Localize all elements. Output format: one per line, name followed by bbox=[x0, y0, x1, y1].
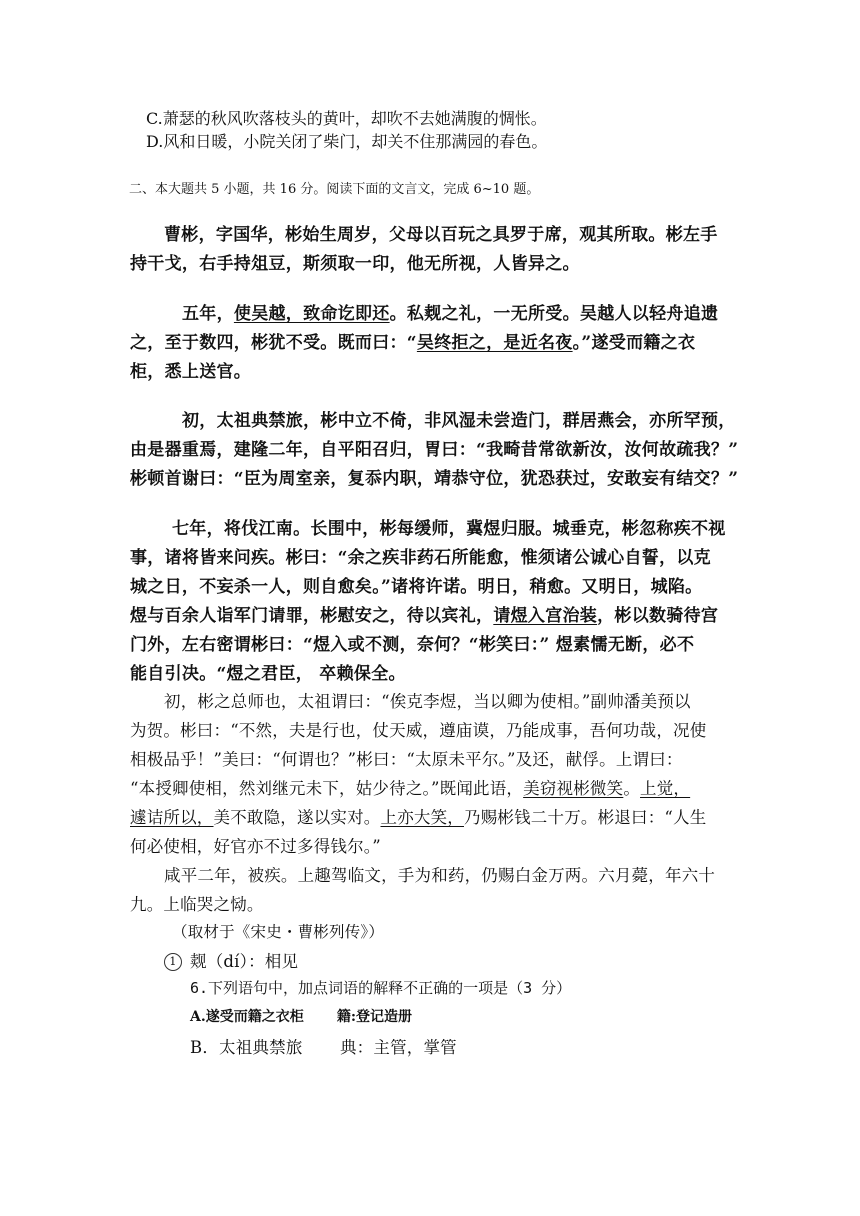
p1-line-2: 持干戈，右手持俎豆，斯须取一印，他无所视，人皆异之。 bbox=[130, 254, 580, 274]
p4-line-6: 能自引决。“煜之君臣， 卒赖保全。 bbox=[130, 664, 406, 684]
underlined-phrase: 遽诘所以， bbox=[130, 808, 214, 827]
option-a-sentence: A.遂受而籍之衣柜 bbox=[190, 1009, 304, 1025]
question-stem: 6.下列语句中，加点词语的解释不正确的一项是（3 分） bbox=[190, 979, 572, 997]
source-citation: （取材于《宋史・曹彬列传》） bbox=[172, 923, 385, 941]
p2-text: 。私觌之礼，一无所受。吴越人以轻舟追遗 bbox=[389, 304, 719, 324]
p2-text: 。”遂受而籍之衣 bbox=[572, 333, 696, 353]
footnote bbox=[164, 948, 298, 972]
p5-line-2: 为贺。彬曰：“不然，夫是行也，仗天威，遵庙谟，乃能成事，吾何功哉，况使 bbox=[130, 721, 707, 740]
section-heading: 二、本大题共 5 小题，共 16 分。阅读下面的文言文，完成 6~10 题。 bbox=[129, 182, 540, 197]
underlined-phrase: 上觉， bbox=[640, 779, 691, 798]
p4-line-2: 事，诸将皆来问疾。彬曰：“余之疾非药石所能愈，惟须诸公诚心自誓，以克 bbox=[130, 548, 711, 568]
p5-text: “本授卿使相，然刘继元未下，姑少待之。”既闻此语， bbox=[130, 779, 524, 798]
p5-text: 乃赐彬钱二十万。彬退曰：“人生 bbox=[464, 808, 707, 827]
option-b bbox=[190, 1034, 457, 1058]
p1-line-1: 曹彬，字国华，彬始生周岁，父母以百玩之具罗于席，观其所取。彬左手 bbox=[164, 225, 718, 245]
option-b-gloss: 典：主管，掌管 bbox=[339, 1038, 457, 1057]
p3-line-3: 彬顿首谢曰：“臣为周室亲，复忝内职，靖恭守位，犹恐获过，安敢妄有结交？” bbox=[130, 469, 739, 489]
option-c: C.萧瑟的秋风吹落枝头的黄叶，却吹不去她满腹的惆怅。 bbox=[146, 109, 547, 128]
p4-text: 煜与百余人诣军门请罪，彬慰安之，待以宾礼， bbox=[130, 606, 494, 626]
footnote-number: 1 bbox=[164, 953, 182, 971]
underlined-phrase: 使吴越，致命讫即还 bbox=[233, 304, 390, 324]
p2-text: 之，至于数四，彬犹不受。既而曰：“ bbox=[130, 333, 417, 353]
option-a bbox=[190, 1006, 412, 1026]
underlined-phrase: 美窃视彬微笑 bbox=[523, 779, 624, 798]
p6-line-1: 咸平二年，被疾。上趣驾临文，手为和药，仍赐白金万两。六月薨，年六十 bbox=[164, 866, 716, 885]
p5-text: 美不敢隐，遂以实对。 bbox=[213, 808, 381, 827]
p2-line-1 bbox=[182, 299, 718, 324]
underlined-phrase: 上亦大笑， bbox=[380, 808, 464, 827]
p4-line-4 bbox=[130, 601, 718, 626]
p3-line-2: 由是器重焉，建隆二年，自平阳召归，胃曰：“我畸昔常欲新汝，汝何故疏我？” bbox=[130, 440, 739, 460]
p3-line-1: 初，太祖典禁旅，彬中立不倚，非风湿未尝造门，群居燕会，亦所罕预， bbox=[182, 411, 736, 431]
p2-line-3: 柜，悉上送官。 bbox=[130, 362, 252, 382]
p2-text: 五年， bbox=[182, 304, 234, 324]
p6-line-2: 九。上临哭之恸。 bbox=[130, 895, 264, 914]
p5-line-6: 何必使相，好官亦不过多得钱尔。” bbox=[130, 837, 381, 856]
option-a-gloss: 籍:登记造册 bbox=[336, 1009, 413, 1025]
p5-line-3: 相极品乎！”美曰：“何谓也？”彬曰：“太原未平尔。”及还，献俘。上谓曰： bbox=[130, 750, 683, 769]
option-b-sentence: B．太祖典禁旅 bbox=[190, 1038, 303, 1057]
p4-line-5: 门外，左右密谓彬曰：“煜入或不测，奈何？“彬笑曰：” 煜素懦无断，必不 bbox=[130, 635, 695, 655]
p2-line-2 bbox=[130, 328, 695, 353]
p5-line-5 bbox=[130, 804, 706, 828]
p5-line-1: 初，彬之总师也，太祖谓曰：“俟克李煜，当以卿为使相。”副帅潘美预以 bbox=[164, 692, 691, 711]
underlined-phrase: 吴终拒之，是近名夜 bbox=[416, 333, 573, 353]
p4-line-3: 城之日，不妄杀一人，则自愈矣。”诸将许诺。明日，稍愈。又明日，城陷。 bbox=[130, 577, 703, 597]
p5-text: 。 bbox=[623, 779, 641, 798]
underlined-phrase: 请煜入宫治装 bbox=[493, 606, 598, 626]
option-d: D.风和日暖，小院关闭了柴门，却关不住那满园的春色。 bbox=[146, 132, 548, 151]
p5-line-4 bbox=[130, 775, 690, 799]
p4-text: ，彬以数骑待宫 bbox=[597, 606, 719, 626]
p4-line-1: 七年，将伐江南。长围中，彬每缓师，冀煜归服。城垂克，彬忽称疾不视 bbox=[172, 519, 726, 539]
footnote-text: 觌（dí）：相见 bbox=[190, 952, 299, 971]
